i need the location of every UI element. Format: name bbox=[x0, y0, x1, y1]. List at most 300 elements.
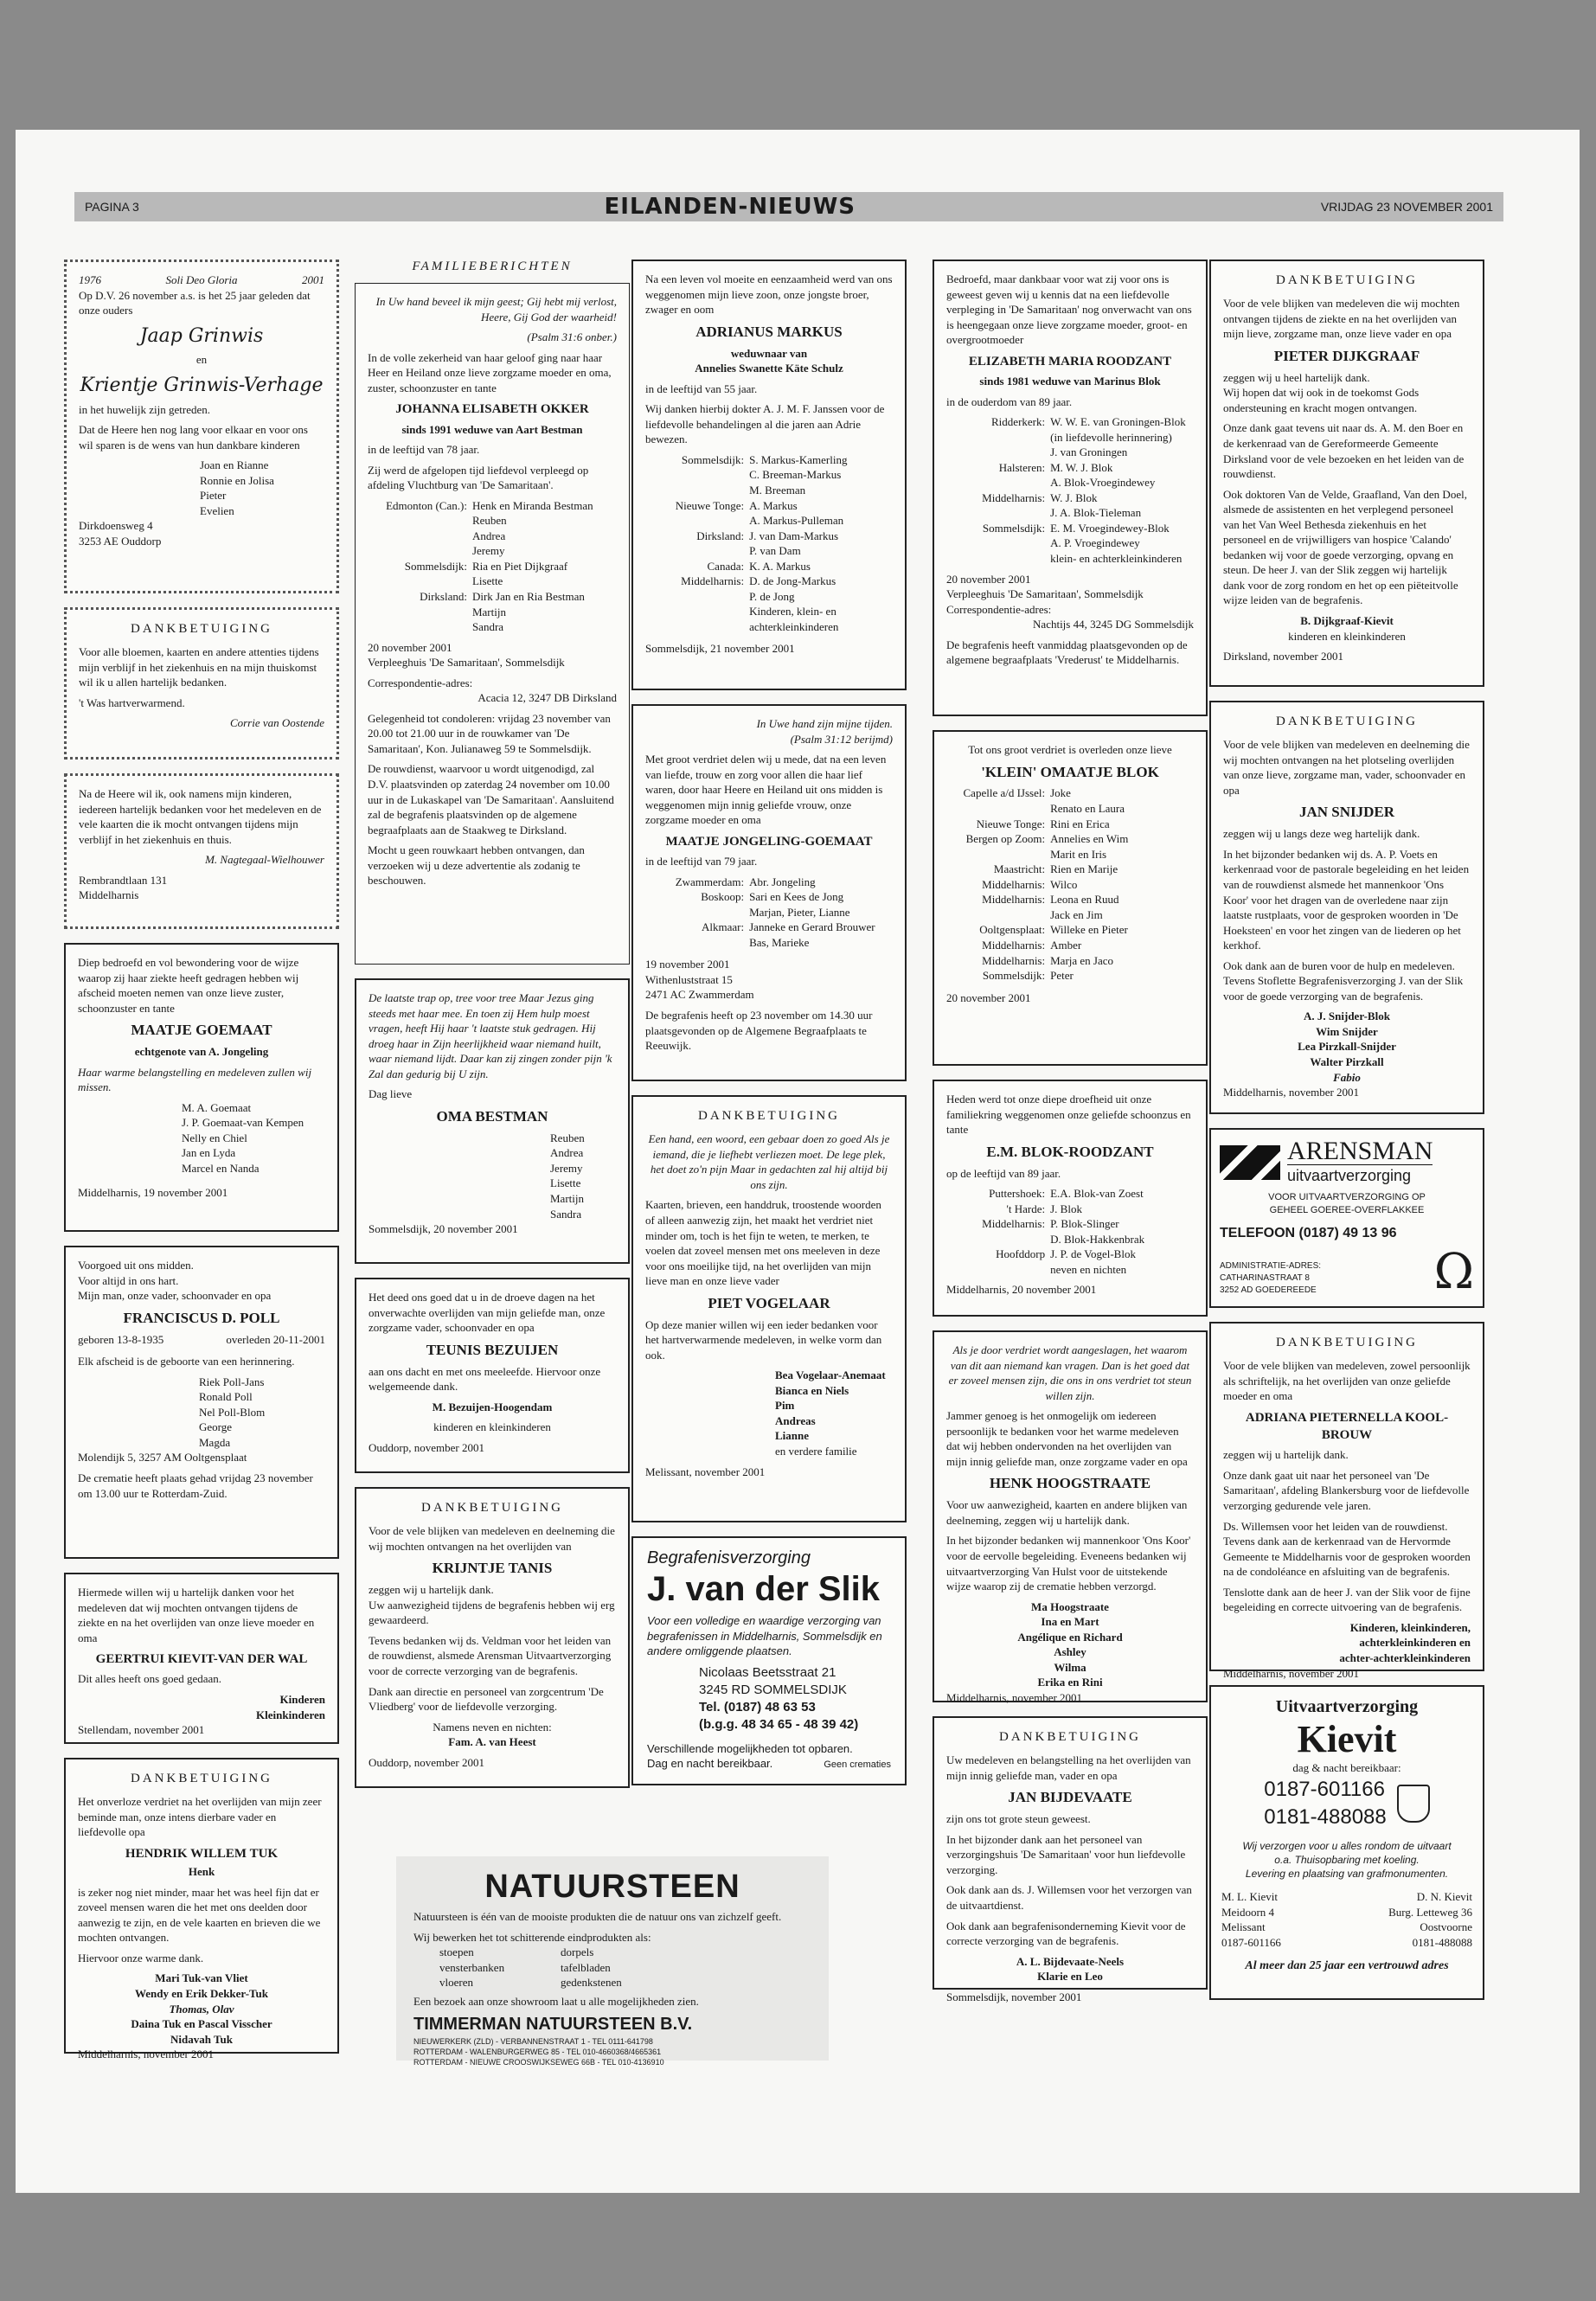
ad-title: NATUURSTEEN bbox=[484, 1868, 740, 1905]
ad-admin-label: ADMINISTRATIE-ADRES: bbox=[1220, 1260, 1322, 1271]
intro: Heden werd tot onze diepe droefheid uit onze familiekring weggenomen onze geliefde schoonzus en tante bbox=[946, 1093, 1191, 1137]
row-place bbox=[645, 589, 749, 605]
row-names: Bas, Marieke bbox=[749, 935, 810, 949]
ad-lead: Wij bewerken het tot schitterende eindprodukten als: bbox=[413, 1930, 651, 1944]
signature: Fam. A. van Heest bbox=[448, 1735, 536, 1749]
signature: M. Bezuijen-Hoogendam bbox=[432, 1400, 553, 1413]
family-member: Wendy en Erik Dekker-Tuk bbox=[135, 1986, 268, 2000]
row-place: Sommelsdijk: bbox=[681, 452, 745, 466]
notice-okker bbox=[355, 283, 630, 965]
row-place bbox=[368, 619, 472, 635]
row-names: E.A. Blok-van Zoest bbox=[1050, 1187, 1144, 1201]
row-names: Reuben bbox=[471, 514, 507, 528]
child: Pieter bbox=[200, 489, 227, 503]
row-place bbox=[368, 543, 472, 559]
row-names: Kinderen, klein- en achterkleinkinderen bbox=[749, 605, 839, 633]
row-place: Hoofddorp bbox=[996, 1247, 1046, 1261]
row-place: Bergen op Zoom: bbox=[965, 832, 1046, 846]
ad-brand: ARENSMAN bbox=[1287, 1137, 1433, 1165]
ad-street: CATHARINASTRAAT 8 bbox=[1220, 1272, 1310, 1283]
row-names: Janneke en Gerard Brouwer bbox=[749, 920, 875, 934]
row-names: Amber bbox=[1050, 938, 1082, 952]
row-place: Middelharnis: bbox=[982, 953, 1046, 967]
intro: Na een leven vol moeite en eenzaamheid werd van ons weggenomen mijn lieve zoon, onze jongste broer, zwager en oom bbox=[645, 272, 893, 317]
ad-invite: Een bezoek aan onze showroom laat u alle mogelijkheden zien. bbox=[413, 1995, 699, 2009]
address: Molendijk 5, 3257 AM Ooltgensplaat bbox=[78, 1451, 247, 1465]
row-names: Annelies en Wim bbox=[1050, 832, 1129, 846]
row-names: Peter bbox=[1050, 969, 1074, 983]
ad-slogan-3: Levering en plaatsing van grafmonumenten. bbox=[1245, 1868, 1449, 1881]
signature-2: Klarie en Leo bbox=[1037, 1970, 1103, 1984]
body-3: Wij hopen dat wij ook in de toekomst Gods ondersteuning en kracht mogen ontvangen. bbox=[1223, 386, 1420, 414]
ad-contact: Burg. Letteweg 36 bbox=[1388, 1905, 1472, 1919]
family-table bbox=[946, 785, 1194, 983]
ad-address: Nicolaas Beetsstraat 21 bbox=[699, 1664, 836, 1680]
row-place bbox=[946, 535, 1050, 551]
child: Joan en Rianne bbox=[200, 458, 269, 472]
signature: Kinderen, kleinkinderen, bbox=[1349, 1620, 1471, 1634]
row-place: Edmonton (Can.): bbox=[386, 498, 467, 512]
title: DANKBETUIGING bbox=[1276, 1336, 1418, 1349]
row-place bbox=[645, 513, 749, 529]
ad-kievit bbox=[1209, 1685, 1484, 2000]
row-place: Puttershoek: bbox=[989, 1187, 1046, 1201]
row-place: Middelharnis: bbox=[982, 893, 1046, 907]
body-3: In het bijzonder dank aan het personeel van verzorgingshuis 'De Samaritaan' voor hun liefdevolle verzorging. bbox=[946, 1832, 1186, 1876]
signature: Kinderen bbox=[279, 1692, 325, 1706]
year-start: 1976 bbox=[79, 273, 101, 286]
column-1 bbox=[64, 260, 339, 2067]
place-date: Middelharnis, november 2001 bbox=[78, 2048, 215, 2061]
family-table bbox=[946, 1186, 1194, 1277]
title: DANKBETUIGING bbox=[999, 1730, 1141, 1744]
row-names: Abr. Jongeling bbox=[749, 875, 816, 888]
row-place: Maastricht: bbox=[993, 862, 1046, 876]
deceased-name: GEERTRUI KIEVIT-VAN DER WAL bbox=[95, 1652, 308, 1667]
notice-bezuijen bbox=[355, 1278, 630, 1473]
row-place: Ridderkerk: bbox=[991, 415, 1046, 429]
ad-arensman bbox=[1209, 1128, 1484, 1308]
row-place: Alkmaar: bbox=[702, 920, 745, 934]
age: in de leeftijd van 79 jaar. bbox=[645, 855, 758, 868]
row-names: P. Blok-Slinger bbox=[1050, 1217, 1119, 1231]
notice-goemaat bbox=[64, 943, 339, 1232]
grandchild: Martijn bbox=[550, 1191, 584, 1205]
deceased-name: TEUNIS BEZUIJEN bbox=[426, 1341, 559, 1358]
row-place: Boskoop: bbox=[701, 890, 745, 904]
place-date: Middelharnis, november 2001 bbox=[1223, 1666, 1360, 1680]
row-names: E. M. Vroegindewey-Blok bbox=[1050, 521, 1170, 535]
ad-avail: dag & nacht bereikbaar: bbox=[1292, 1761, 1401, 1775]
jubilee-notice bbox=[64, 260, 339, 593]
row-place bbox=[946, 430, 1050, 445]
row-place: Sommelsdijk: bbox=[404, 559, 467, 573]
died: overleden 20-11-2001 bbox=[226, 1332, 325, 1346]
column-2 bbox=[355, 260, 630, 1802]
deceased-name: MAATJE JONGELING-GOEMAAT bbox=[665, 834, 873, 849]
row-names: M. Breeman bbox=[749, 483, 806, 497]
row-names: Jeremy bbox=[471, 544, 505, 558]
intro-line: Voorgoed uit ons midden. bbox=[78, 1259, 194, 1272]
omega-icon: Ω bbox=[1433, 1243, 1474, 1300]
deceased-name: FRANCISCUS D. POLL bbox=[123, 1309, 280, 1326]
row-place bbox=[645, 483, 749, 498]
row-place bbox=[946, 445, 1050, 460]
body-4: Tevens bedanken wij ds. Veldman voor het leiden van de rouwdienst, alsmede Arensman Uitvaartverzorging voor de correcte verzorging van de begrafenis. bbox=[369, 1633, 612, 1678]
ad-phone-2: 0181-488088 bbox=[1264, 1805, 1387, 1830]
place-date: Melissant, november 2001 bbox=[645, 1465, 766, 1478]
married-text: in het huwelijk zijn getreden. bbox=[79, 402, 210, 416]
notice-kievit bbox=[64, 1573, 339, 1744]
row-place: 't Harde: bbox=[1006, 1202, 1046, 1215]
row-names: Willeke en Pieter bbox=[1050, 923, 1128, 937]
body-2: zeggen wij u heel hartelijk dank. bbox=[1223, 370, 1370, 384]
family-member: Ina en Mart bbox=[1041, 1615, 1099, 1629]
ad-text: Natuursteen is één van de mooiste produkten die de natuur ons van zichzelf geeft. bbox=[413, 1910, 782, 1924]
title: DANKBETUIGING bbox=[421, 1501, 563, 1515]
ad-contact: 0181-488088 bbox=[1412, 1935, 1472, 1949]
signature-2: achterkleinkinderen en bbox=[1359, 1636, 1471, 1650]
body-4: Ook dank aan de buren voor de hulp en medeleven. Tevens Stoflette Begrafenisverzorging J. van der Slik voor de goede verzorging van de begrafenis. bbox=[1223, 958, 1464, 1003]
row-place bbox=[368, 605, 472, 620]
verse: De laatste trap op, tree voor tree Maar Jezus ging steeds met haar mee. En toen zij Hem hulp moest vragen, heeft Hij haar 't laatste stuk gedragen. Hij droeg haar in Zijn heerlijkheid waar niemand huilt, waar niemand lijdt. Daar kan zij zingen zonder pijn 'k Zal dan gedurig bij U zijn. bbox=[369, 991, 612, 1080]
subtitle: Dit alles heeft ons goed gedaan. bbox=[78, 1672, 222, 1686]
verse: Als je door verdriet wordt aangeslagen, het waarom van dit aan niemand kan vragen. Dan is het goed dat er zoveel mensen zijn, die ons in ons verdriet tot steun willen zijn. bbox=[948, 1343, 1192, 1402]
verse-ref: (Psalm 31:6 onber.) bbox=[527, 330, 617, 344]
column-5 bbox=[1209, 260, 1484, 2014]
row-names: Renato en Laura bbox=[1050, 802, 1125, 816]
body: Uw medeleven en belangstelling na het overlijden van mijn innig geliefde man, vader en opa bbox=[946, 1753, 1191, 1782]
subtitle-2: Annelies Swanette Käte Schulz bbox=[695, 362, 843, 375]
subtitle: sinds 1981 weduwe van Marinus Blok bbox=[979, 374, 1161, 388]
row-place bbox=[645, 543, 749, 559]
row-place bbox=[946, 475, 1050, 490]
quote: Elk afscheid is de geboorte van een herinnering. bbox=[78, 1355, 295, 1368]
family-member: Erika en Rini bbox=[1037, 1676, 1103, 1689]
body-2: zeggen wij u hartelijk dank. bbox=[369, 1583, 494, 1597]
place-date: Dirksland, november 2001 bbox=[1223, 650, 1344, 663]
family-member: Nelly en Chiel bbox=[182, 1131, 247, 1144]
ad-item: tafelbladen bbox=[561, 1960, 611, 1974]
location: Verpleeghuis 'De Samaritaan', Sommelsdijk bbox=[946, 587, 1144, 601]
family-member: Thomas, Olav bbox=[169, 2002, 234, 2016]
row-names: Rien en Marije bbox=[1050, 862, 1118, 876]
notice-blok-roodzant bbox=[933, 1080, 1208, 1317]
family-member: George bbox=[199, 1420, 233, 1434]
town: Middelharnis bbox=[79, 888, 139, 902]
body: Jammer genoeg is het onmogelijk om iedereen persoonlijk te bedanken voor het warme medeleven dat wij hebben ondervonden na het overlijden van mijn innig geliefde man, onze zorgzame vader en opa bbox=[946, 1409, 1188, 1468]
grandchild: Andrea bbox=[550, 1146, 584, 1160]
signature: M. Nagtegaal-Wielhouwer bbox=[205, 853, 324, 867]
title: DANKBETUIGING bbox=[698, 1109, 840, 1123]
row-place: Middelharnis: bbox=[982, 1217, 1046, 1231]
row-place bbox=[946, 505, 1050, 521]
intro: In de volle zekerheid van haar geloof ging naar haar Heer en Heiland onze lieve zorgzame moeder en oma, zuster, schoonzuster en tante bbox=[368, 350, 612, 394]
place-date: Middelharnis, 19 november 2001 bbox=[78, 1185, 228, 1199]
age: in de leeftijd van 55 jaar. bbox=[645, 381, 758, 395]
column-3 bbox=[631, 260, 907, 1799]
row-place bbox=[645, 467, 749, 483]
grandchild: Lisette bbox=[550, 1176, 581, 1190]
ad-brand: J. van der Slik bbox=[647, 1570, 881, 1608]
row-place bbox=[645, 905, 749, 920]
title: DANKBETUIGING bbox=[131, 1772, 272, 1785]
age: in de leeftijd van 78 jaar. bbox=[368, 443, 480, 457]
row-names: Marit en Iris bbox=[1050, 847, 1107, 861]
body-3: Uw aanwezigheid tijdens de begrafenis hebben wij erg gewaardeerd. bbox=[369, 1598, 615, 1627]
ad-phone: Tel. (0187) 48 63 53 bbox=[699, 1700, 816, 1715]
intro: Op D.V. 26 november a.s. is het 25 jaar geleden dat onze ouders bbox=[79, 288, 311, 317]
ad-contact: 0187-601166 bbox=[1221, 1935, 1281, 1949]
notice-poll bbox=[64, 1246, 339, 1559]
body-2: zijn ons tot grote steun geweest. bbox=[946, 1812, 1091, 1826]
family-member: Bea Vogelaar-Anemaat bbox=[775, 1368, 886, 1382]
row-names: Dirk Jan en Ria Bestman bbox=[471, 590, 585, 603]
corr-address: Nachtijs 44, 3245 DG Sommelsdijk bbox=[1033, 618, 1194, 631]
corr-label: Correspondentie-adres: bbox=[368, 676, 473, 689]
row-names: P. van Dam bbox=[749, 544, 801, 558]
body-2: Voor uw aanwezigheid, kaarten en andere blijken van deelneming, zeggen wij u hartelijk dank. bbox=[946, 1498, 1188, 1527]
family-member: Daina Tuk en Pascal Visscher bbox=[131, 2017, 272, 2031]
row-names: W. W. E. van Groningen-Blok bbox=[1050, 415, 1186, 429]
and-word: en bbox=[195, 353, 208, 367]
row-names: (in liefdevolle herinnering) bbox=[1050, 430, 1172, 444]
row-place bbox=[368, 529, 472, 544]
thanks-nagtegaal bbox=[64, 773, 339, 929]
body-2: zeggen wij u langs deze weg hartelijk dank. bbox=[1223, 827, 1420, 841]
place-date: Sommelsdijk, 20 november 2001 bbox=[369, 1222, 518, 1236]
funeral: De begrafenis heeft op 23 november om 14.30 uur plaatsgevonden op de Algemene Begraafplaats te Reeuwijk. bbox=[645, 1009, 873, 1053]
place-date: Middelharnis, november 2001 bbox=[1223, 1086, 1360, 1099]
notice-hoogstraate bbox=[933, 1330, 1208, 1702]
notice-roodzant bbox=[933, 260, 1208, 716]
ad-brand: TIMMERMAN NATUURSTEEN B.V. bbox=[413, 2014, 693, 2034]
visitation: Gelegenheid tot condoleren: vrijdag 23 november van 20.00 tot 21.00 uur in de rouwkamer van 'De Samaritaan', Kon. Julianaweg 59 te Sommelsdijk. bbox=[368, 711, 611, 755]
born: geboren 13-8-1935 bbox=[78, 1332, 164, 1346]
address: Withenluststraat 15 bbox=[645, 972, 733, 986]
corr-label: Correspondentie-adres: bbox=[946, 602, 1052, 616]
row-names: Lisette bbox=[471, 574, 503, 588]
ad-small-print: Geen crematies bbox=[824, 1759, 891, 1771]
body-4: Ook dank aan ds. J. Willemsen voor het verzorgen van de uitvaartdienst. bbox=[946, 1883, 1192, 1913]
deceased-name: PIET VOGELAAR bbox=[708, 1294, 830, 1311]
subtitle: sinds 1991 weduwe van Aart Bestman bbox=[401, 422, 583, 436]
verse: Een hand, een woord, een gebaar doen zo goed Als je iemand, die je liefhebt verliezen moet. De lege plek, het doet zo'n pijn Maar in gedachten zal hij altijd bij ons zijn. bbox=[648, 1132, 890, 1191]
row-names: S. Markus-Kamerling bbox=[749, 452, 848, 466]
grandchild: Jeremy bbox=[550, 1161, 583, 1175]
family-member: Andreas bbox=[775, 1413, 816, 1427]
thanks-tanis bbox=[355, 1487, 630, 1788]
row-names: Leona en Ruud bbox=[1050, 893, 1119, 907]
postcode: 3253 AE Ouddorp bbox=[79, 534, 162, 548]
deceased-name: JAN SNIJDER bbox=[1298, 804, 1395, 821]
date: 20 november 2001 bbox=[946, 990, 1031, 1004]
row-names: Henk en Miranda Bestman bbox=[471, 498, 593, 512]
row-names: A. P. Vroegindewey bbox=[1050, 536, 1140, 550]
family-table bbox=[645, 452, 893, 635]
place-date: Ouddorp, november 2001 bbox=[369, 1755, 484, 1769]
address: Dirkdoensweg 4 bbox=[79, 519, 153, 533]
thanks-dijkgraaf bbox=[1209, 260, 1484, 687]
row-names: A. Markus bbox=[749, 498, 798, 512]
family-member: Ashley bbox=[1054, 1645, 1086, 1659]
body: Voor de vele blijken van medeleven en deelneming die wij mochten ontvangen na het overlijden van bbox=[369, 1524, 615, 1553]
ad-title: Uitvaartverzorging bbox=[1275, 1697, 1419, 1716]
row-place: Sommelsdijk: bbox=[982, 969, 1046, 983]
title: DANKBETUIGING bbox=[1276, 273, 1418, 287]
thanks: Wij danken hierbij dokter A. J. M. F. Janssen voor de liefdevolle behandelingen al die jaren aan Adrie bewezen. bbox=[645, 402, 885, 446]
notice-klein-omaatje bbox=[933, 730, 1208, 1066]
deceased-name: HENDRIK WILLEM TUK bbox=[125, 1846, 279, 1861]
deceased-name: JOHANNA ELISABETH OKKER bbox=[395, 402, 589, 417]
row-names: J. Blok bbox=[1050, 1202, 1082, 1215]
family-table bbox=[368, 498, 617, 635]
ad-line: VOOR UITVAARTVERZORGING OP bbox=[1268, 1192, 1426, 1203]
row-names: P. de Jong bbox=[749, 589, 795, 603]
body: Voor alle bloemen, kaarten en andere attenties tijdens mijn verblijf in het ziekenhuis en na mijn thuiskomst wil ik u allen hartelijk bedanken. bbox=[79, 645, 319, 689]
ad-tagline: Voor een volledige en waardige verzorging van begrafenissen in Middelharnis, Sommelsdijk en andere omliggende plaatsen. bbox=[647, 1614, 882, 1658]
row-names: Andrea bbox=[471, 529, 506, 542]
subtitle: echtgenote van A. Jongeling bbox=[134, 1045, 269, 1059]
body-5: Ook dank aan begrafenisonderneming Kievit voor de correcte verzorging van de begrafenis. bbox=[946, 1919, 1186, 1948]
row-names: J. van Dam-Markus bbox=[749, 529, 839, 542]
care: Zij werd de afgelopen tijd liefdevol verpleegd op afdeling Vluchtburg van 'De Samaritaan'. bbox=[368, 463, 589, 492]
ad-natuursteen bbox=[396, 1856, 829, 2067]
ad-location: ROTTERDAM - NIEUWE CROOSWIJKSEWEG 66B - TEL 010-4136910 bbox=[413, 2057, 664, 2067]
family-member: Nidavah Tuk bbox=[170, 2032, 233, 2046]
row-names: Ria en Piet Dijkgraaf bbox=[471, 559, 568, 573]
extra: en verdere familie bbox=[775, 1445, 857, 1458]
row-place bbox=[946, 801, 1050, 817]
funeral: De rouwdienst, waarvoor u wordt uitgenodigd, zal D.V. plaatsvinden op zaterdag 24 november om 10.00 uur in de Lukaskapel van 'De Samaritaan'. Aansluitend zal de begrafenis plaatsvinden op de algemene begraafplaats aan de Staakweg te Dirksland. bbox=[368, 762, 614, 836]
row-place: Middelharnis: bbox=[982, 938, 1046, 952]
ad-item: gedenkstenen bbox=[561, 1976, 622, 1990]
row-place: Sommelsdijk: bbox=[982, 521, 1046, 535]
thanks-snijder bbox=[1209, 701, 1484, 1114]
body-4: Onze dank gaat tevens uit naar ds. A. M. den Boer en de kerkenraad van de Gereformeerde Gemeente Dirksland voor de vele bezoeken en het leiden van de rouwdienst. bbox=[1223, 421, 1465, 481]
thanks-tuk bbox=[64, 1758, 339, 2061]
body-4: Ds. Willemsen voor het leiden van de rouwdienst. bbox=[1223, 1519, 1448, 1533]
ad-item: dorpels bbox=[561, 1945, 594, 1959]
funeral: De begrafenis heeft vanmiddag plaatsgevonden op de algemene begraafplaats 'Vrederust' te Middelharnis. bbox=[946, 638, 1188, 667]
name-husband: Jaap Grinwis bbox=[139, 324, 264, 347]
ad-contact: Oostvoorne bbox=[1420, 1920, 1472, 1934]
family-member: Ronald Poll bbox=[199, 1390, 253, 1404]
row-place bbox=[946, 551, 1050, 567]
deceased-name: E.M. BLOK-ROODZANT bbox=[986, 1143, 1154, 1160]
row-place: Nieuwe Tonge: bbox=[976, 817, 1046, 830]
lead: Dag lieve bbox=[369, 1087, 413, 1101]
family-member: Riek Poll-Jans bbox=[199, 1375, 265, 1388]
row-names: Sandra bbox=[471, 620, 504, 634]
ad-slogan-2: o.a. Thuisopbaring met koeling. bbox=[1274, 1853, 1420, 1866]
intro-line: Voor altijd in ons hart. bbox=[78, 1273, 179, 1287]
age: op de leeftijd van 89 jaar. bbox=[946, 1166, 1061, 1180]
ad-contact: Melissant bbox=[1221, 1920, 1266, 1934]
row-names: A. Blok-Vroegindewey bbox=[1050, 476, 1156, 490]
age: in de ouderdom van 89 jaar. bbox=[946, 394, 1073, 408]
ad-location: NIEUWERKERK (ZLD) - VERBANNENSTRAAT 1 - TEL 0111-641798 bbox=[413, 2036, 653, 2046]
row-names: D. de Jong-Markus bbox=[749, 574, 836, 588]
family-member: M. A. Goemaat bbox=[182, 1100, 252, 1114]
row-names: Sari en Kees de Jong bbox=[749, 890, 844, 904]
row-place bbox=[946, 907, 1050, 923]
family-member: Angélique en Richard bbox=[1017, 1630, 1123, 1644]
row-place bbox=[368, 513, 472, 529]
row-names: Rini en Erica bbox=[1050, 817, 1110, 830]
thanks-kool bbox=[1209, 1322, 1484, 1680]
ad-note-2: Dag en nacht bereikbaar. bbox=[647, 1757, 773, 1771]
signature: A. L. Bijdevaate-Neels bbox=[1016, 1954, 1125, 1968]
ad-note: Verschillende mogelijkheden tot opbaren. bbox=[647, 1741, 853, 1755]
date: 19 november 2001 bbox=[645, 958, 730, 971]
quote: 't Was hartverwarmend. bbox=[79, 695, 185, 709]
deceased-name: ADRIANUS MARKUS bbox=[695, 323, 843, 340]
row-names: neven en nichten bbox=[1050, 1262, 1127, 1276]
family-member: Mari Tuk-van Vliet bbox=[155, 1971, 248, 1985]
signature-3: achter-achterkleinkinderen bbox=[1339, 1650, 1471, 1664]
child: Ronnie en Jolisa bbox=[200, 473, 274, 487]
row-place: Middelharnis: bbox=[681, 574, 745, 588]
place-date: Sommelsdijk, november 2001 bbox=[946, 1990, 1082, 2003]
body-6: Tenslotte dank aan de heer J. van der Slik voor de fijne begeleiding en correcte uitvoering van de begrafenis. bbox=[1223, 1585, 1471, 1614]
title: DANKBETUIGING bbox=[131, 622, 272, 636]
verse: In Uw hand beveel ik mijn geest; Gij hebt mij verlost, Heere, Gij God der waarheid! bbox=[375, 295, 617, 324]
body: Kaarten, brieven, een handdruk, troostende woorden of alleen aanwezig zijn, het maakt het verdriet niet minder om, toch is het fijn te weten, te merken, te voelen dat zoveel mensen met ons meeleven in deze voor ons moeilijke tijd, na het overlijden van mijn lieve man en onze lieve vader bbox=[645, 1198, 881, 1288]
row-place: Ooltgensplaat: bbox=[979, 923, 1046, 937]
deceased-name: ADRIANA PIETERNELLA KOOL-BROUW bbox=[1245, 1410, 1449, 1443]
row-names: M. W. J. Blok bbox=[1050, 460, 1113, 474]
body: Na de Heere wil ik, ook namens mijn kinderen, iedereen hartelijk bedanken voor het medeleven en de vele kaarten die ik mocht ontvangen tijdens mijn verblijf in het ziekenhuis en thuis. bbox=[79, 787, 322, 846]
family-member: Lianne bbox=[775, 1429, 810, 1443]
place-date: Stellendam, november 2001 bbox=[78, 1723, 205, 1737]
wish-text: Dat de Heere hen nog lang voor elkaar en voor ons wil sparen is de wens van hun dankbare kinderen bbox=[79, 423, 308, 452]
family-table bbox=[946, 414, 1194, 566]
corr-address: Acacia 12, 3247 DB Dirksland bbox=[478, 691, 617, 705]
body: Voor de vele blijken van medeleven die wij mochten ontvangen tijdens de ziekte en na het overlijden van mijn lieve, zorgzame man, onze lieve vader en opa bbox=[1223, 297, 1460, 341]
row-place bbox=[368, 574, 472, 589]
body-5: Ook doktoren Van de Velde, Graafland, Van den Doel, alsmede de assistenten en het verplegend personeel van het Van Weel Bethesda ziekenhuis en het personeel en de vrijwilligers van hospice 'Calando' bedanken wij voor de goede verzorging, opvang en steun. De heer J. van der Slik zeggen wij hartelijk dank voor de zorg rondom en het op een piëteitvolle wijze leiden van de begrafenis. bbox=[1223, 487, 1467, 607]
body-3: In het bijzonder bedanken wij ds. A. P. Voets en kerkenraad voor de pastorale begeleiding en het leiden van de rouwdienst alsmede het mannenkoor 'Ons Koor' voor het dragen van de overledene naar zijn laatste rustplaats, voor de gesproken woorden in 'De Hoeksteen' en voor het zingen van de liederen op het kerkhof. bbox=[1223, 847, 1470, 952]
deceased-name: PIETER DIJKGRAAF bbox=[1273, 347, 1420, 364]
intro: Met groot verdriet delen wij u mede, dat na een leven van liefde, trouw en zorg voor allen die haar lief waren, door haar Heere en Heiland uit ons midden is weggenomen mijn innig geliefde vrouw, onze zorgzame moeder en oma bbox=[645, 753, 887, 827]
row-place: Dirksland: bbox=[420, 590, 467, 603]
deceased-name: 'KLEIN' OMAATJE BLOK bbox=[981, 763, 1159, 780]
row-names: A. Markus-Pulleman bbox=[749, 514, 844, 528]
thanks-bijdevaate bbox=[933, 1716, 1208, 2003]
ad-item: vensterbanken bbox=[439, 1960, 505, 1974]
place-date: Middelharnis, november 2001 bbox=[946, 1690, 1083, 1704]
family-member: Magda bbox=[199, 1435, 231, 1449]
ad-brand: Kievit bbox=[1297, 1718, 1397, 1760]
ad-title: Begrafenisverzorging bbox=[647, 1548, 811, 1567]
row-place: Halsteren: bbox=[998, 460, 1046, 474]
deceased-name: JAN BIJDEVAATE bbox=[1008, 1789, 1132, 1806]
signature: B. Dijkgraaf-Kievit bbox=[1300, 614, 1394, 628]
arensman-logo-icon bbox=[1220, 1145, 1280, 1180]
column-4 bbox=[933, 260, 1208, 2003]
family-member: Walter Pirzkall bbox=[1310, 1055, 1384, 1069]
child: Evelien bbox=[200, 503, 234, 517]
verse: In Uwe hand zijn mijne tijden. bbox=[756, 717, 893, 730]
location: Verpleeghuis 'De Samaritaan', Sommelsdijk bbox=[368, 656, 565, 670]
motto: Soli Deo Gloria bbox=[165, 273, 238, 286]
deceased-name: KRIJNTJE TANIS bbox=[432, 1560, 553, 1577]
newspaper-page bbox=[16, 130, 1580, 2193]
row-names: K. A. Markus bbox=[749, 559, 811, 573]
notice-oma-bestman bbox=[355, 978, 630, 1264]
note: Mocht u geen rouwkaart hebben ontvangen, dan verzoeken wij u deze advertentie als zodanig te beschouwen. bbox=[368, 843, 585, 888]
